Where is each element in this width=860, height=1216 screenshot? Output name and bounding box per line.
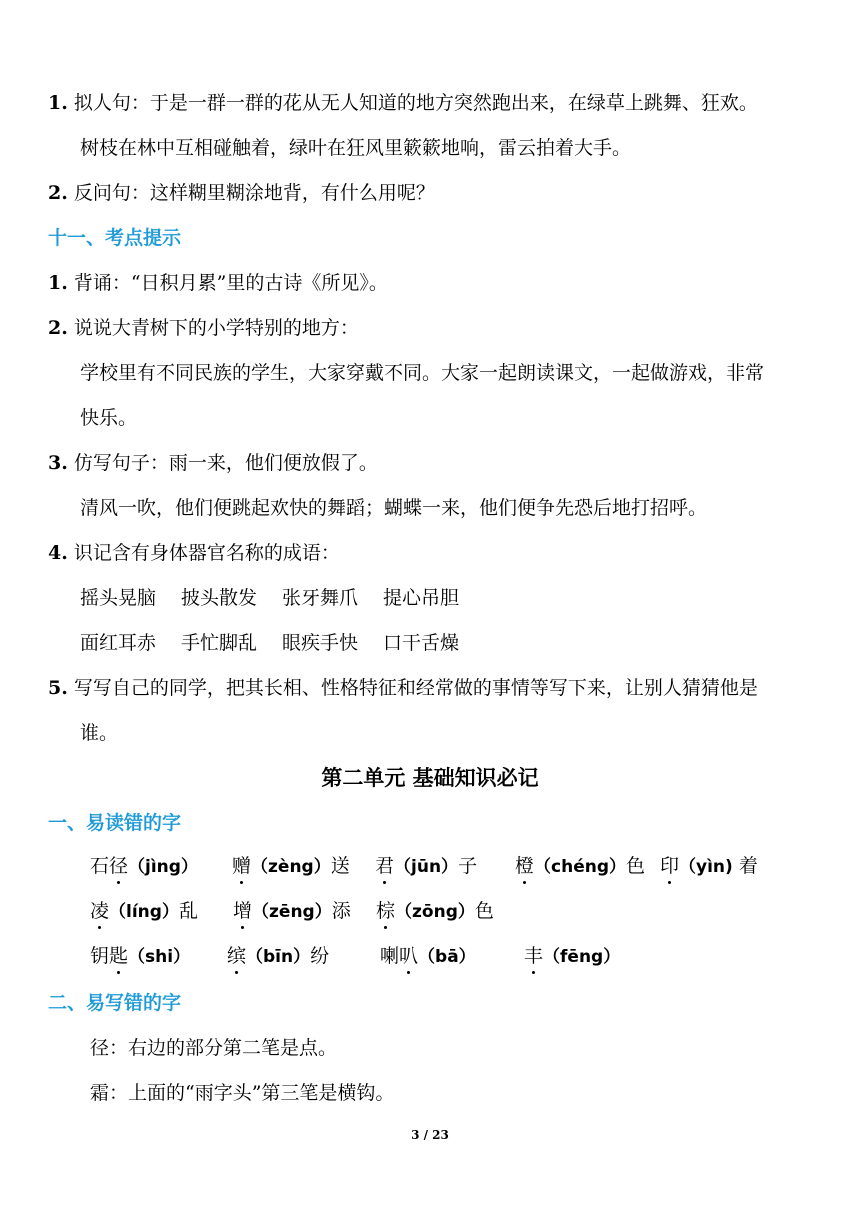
pinyin: （zèng） xyxy=(251,857,331,877)
pinyin: （jūn） xyxy=(394,857,459,877)
pinyin-entry xyxy=(660,855,758,877)
idiom: 张牙舞爪 xyxy=(282,587,359,609)
dotted-char: 君 xyxy=(375,855,395,877)
item-text: 背诵：“日积月累”里的古诗《所见》。 xyxy=(73,272,388,294)
pinyin: （chéng） xyxy=(534,857,626,877)
dotted-char: 丰 xyxy=(524,945,544,967)
item-number: 3. xyxy=(48,452,68,474)
idiom-row xyxy=(80,630,459,656)
pinyin-row xyxy=(90,853,758,879)
dotted-char: 径 xyxy=(109,855,129,877)
item-text: 写写自己的同学，把其长相、性格特征和经常做的事情等写下来，让别人猜猜他是 xyxy=(73,677,758,699)
pinyin-row xyxy=(90,943,620,969)
item-text: 拟人句：于是一群一群的花从无人知道的地方突然跑出来，在绿草上跳舞、狂欢。 xyxy=(73,92,758,114)
unit-title: 第二单元 基础知识必记 xyxy=(321,766,539,790)
item-text-continued: 快乐。 xyxy=(80,407,138,429)
dotted-char: 凌 xyxy=(90,900,110,922)
char: 喇 xyxy=(380,945,400,967)
tip-item-4 xyxy=(48,540,340,566)
dotted-char: 叭 xyxy=(399,945,419,967)
item-text-continued: 学校里有不同民族的学生，大家穿戴不同。大家一起朗读课文，一起做游戏，非常 xyxy=(80,362,765,384)
tip-item-5 xyxy=(48,675,758,701)
item-text-continued: 清风一吹，他们便跳起欢快的舞蹈；蝴蝶一来，他们便争先恐后地打招呼。 xyxy=(80,497,708,519)
char: 乱 xyxy=(178,900,198,922)
pinyin-entry xyxy=(515,853,660,880)
item-number: 2. xyxy=(48,182,68,204)
char: 纷 xyxy=(310,945,330,967)
tip-item-1 xyxy=(48,270,388,296)
dotted-char: 增 xyxy=(233,900,253,922)
idiom: 提心吊胆 xyxy=(383,587,460,609)
pinyin: （yìn) xyxy=(679,857,733,877)
section-heading-misread-chars: 一、易读错的字 xyxy=(48,812,182,834)
section-heading-miswritten-chars: 二、易写错的字 xyxy=(48,992,182,1014)
pinyin: （bīn） xyxy=(246,947,311,967)
item-number: 5. xyxy=(48,677,68,699)
idiom: 摇头晃脑 xyxy=(80,587,157,609)
char: 石 xyxy=(90,855,110,877)
item-text: 识记含有身体器官名称的成语： xyxy=(73,542,340,564)
pinyin-entry xyxy=(233,898,376,925)
idiom: 口干舌燥 xyxy=(383,632,460,654)
dotted-char: 赠 xyxy=(232,855,252,877)
section-heading-exam-tips: 十一、考点提示 xyxy=(48,227,182,249)
char: 色 xyxy=(474,900,494,922)
item-text: 反问句：这样糊里糊涂地背，有什么用呢？ xyxy=(73,182,435,204)
tip-item-3 xyxy=(48,450,378,476)
item-text: 仿写句子：雨一来，他们便放假了。 xyxy=(73,452,378,474)
pinyin: （líng） xyxy=(109,902,179,922)
idiom: 手忙脚乱 xyxy=(181,632,258,654)
item-personification xyxy=(48,90,758,116)
dotted-char: 匙 xyxy=(109,945,129,967)
dotted-char: 棕 xyxy=(376,900,396,922)
idiom: 披头散发 xyxy=(181,587,258,609)
pinyin-row xyxy=(90,898,494,924)
pinyin: （zēng） xyxy=(252,902,332,922)
miswritten-char-note: 霜：上面的“雨字头”第三笔是横钩。 xyxy=(90,1082,395,1104)
char: 送 xyxy=(330,855,350,877)
pinyin: （bā） xyxy=(418,947,476,967)
item-text-continued: 树枝在林中互相碰触着，绿叶在狂风里簌簌地响，雷云拍着大手。 xyxy=(80,137,632,159)
pinyin-entry xyxy=(380,943,524,970)
pinyin-entry xyxy=(376,900,494,922)
pinyin: （zōng） xyxy=(395,902,475,922)
char: 着 xyxy=(732,855,758,877)
item-number: 1. xyxy=(48,272,68,294)
pinyin: （jìng） xyxy=(128,857,198,877)
item-number: 4. xyxy=(48,542,68,564)
item-text-continued: 谁。 xyxy=(80,722,119,744)
pinyin-entry xyxy=(90,943,227,970)
pinyin: （fēng） xyxy=(543,947,621,967)
char: 添 xyxy=(331,900,351,922)
idiom-row xyxy=(80,585,459,611)
idiom: 眼疾手快 xyxy=(282,632,359,654)
dotted-char: 印 xyxy=(660,855,680,877)
item-number: 1. xyxy=(48,92,68,114)
tip-item-2 xyxy=(48,315,359,341)
item-number: 2. xyxy=(48,317,68,339)
char: 色 xyxy=(626,855,646,877)
page-number: 3 / 23 xyxy=(411,1128,449,1142)
pinyin: （shi） xyxy=(128,947,191,967)
item-text: 说说大青树下的小学特别的地方： xyxy=(73,317,359,339)
pinyin-entry xyxy=(524,945,620,967)
char: 子 xyxy=(458,855,478,877)
dotted-char: 缤 xyxy=(227,945,247,967)
dotted-char: 橙 xyxy=(515,855,535,877)
pinyin-entry xyxy=(227,943,380,970)
pinyin-entry xyxy=(90,898,233,925)
miswritten-char-note: 径：右边的部分第二笔是点。 xyxy=(90,1037,338,1059)
pinyin-entry xyxy=(375,853,515,880)
char: 钥 xyxy=(90,945,110,967)
pinyin-entry xyxy=(90,853,232,880)
item-rhetorical-question xyxy=(48,180,435,206)
pinyin-entry xyxy=(232,853,375,880)
idiom: 面红耳赤 xyxy=(80,632,157,654)
